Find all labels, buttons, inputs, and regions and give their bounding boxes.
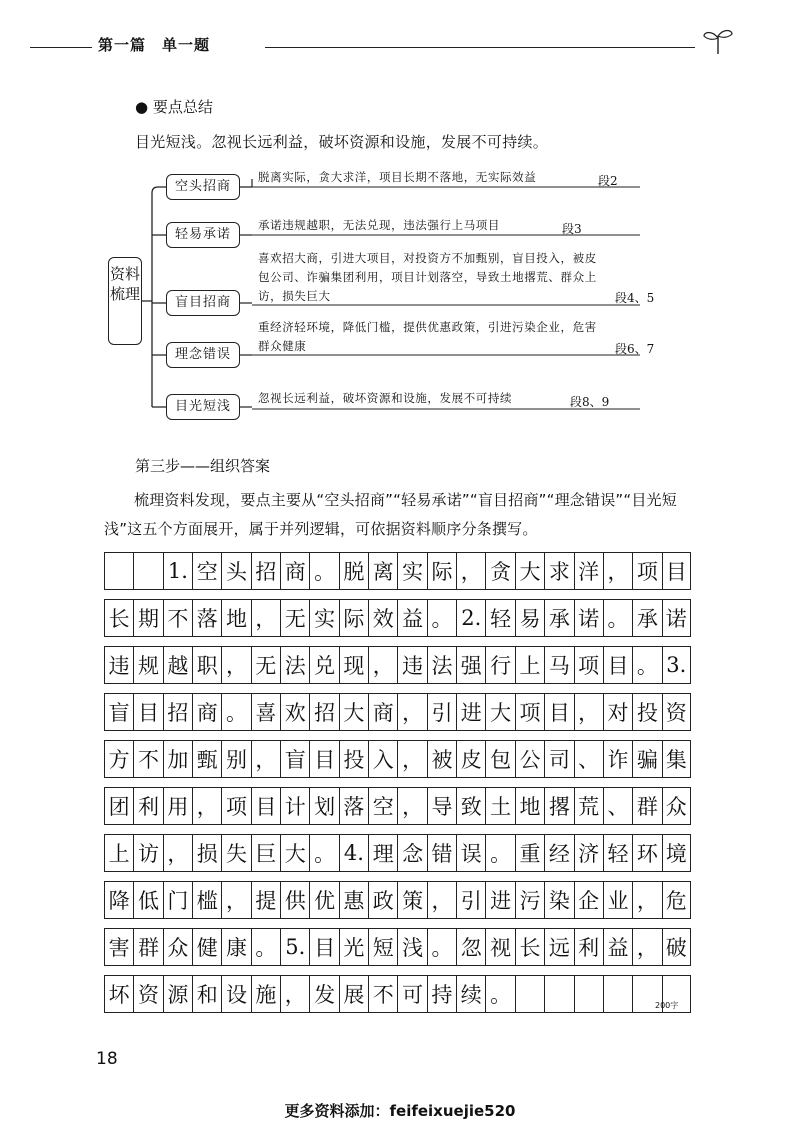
grid-cell: 进: [485, 881, 514, 919]
grid-cell: [515, 975, 544, 1013]
grid-cell: 入: [368, 740, 397, 778]
grid-cell: 目: [309, 740, 338, 778]
page-header: [30, 34, 740, 54]
word-count: 200字: [655, 1001, 679, 1010]
grid-cell: 源: [163, 975, 192, 1013]
grid-cell: ，: [632, 881, 661, 919]
grid-cell: 群: [133, 928, 162, 966]
grid-cell: 别: [221, 740, 250, 778]
grid-cell: 易: [515, 599, 544, 637]
grid-cell: 落: [192, 599, 221, 637]
grid-cell: 进: [456, 693, 485, 731]
grid-cell: 不: [163, 599, 192, 637]
branch-desc-3: 喜欢招大商，引进大项目，对投资方不加甄别，盲目投入，被皮包公司、诈骗集团利用，项目计划落空，导致土地撂荒、群众上访，损失巨大: [258, 251, 597, 303]
grid-cell: 目: [309, 928, 338, 966]
grid-cell: 重: [515, 834, 544, 872]
grid-cell: ，: [221, 646, 250, 684]
grid-cell: 撂: [544, 787, 573, 825]
grid-cell: 甄: [192, 740, 221, 778]
grid-cell: 骗: [632, 740, 661, 778]
grid-row: [104, 881, 691, 919]
grid-cell: 贪: [485, 552, 514, 590]
grid-cell: 益: [397, 599, 426, 637]
grid-cell: 不: [133, 740, 162, 778]
grid-cell: 目: [251, 787, 280, 825]
branch-label-1: 空头招商: [166, 174, 240, 200]
grid-cell: 失: [221, 834, 250, 872]
grid-cell: 荒: [574, 787, 603, 825]
grid-row: [104, 693, 691, 731]
branch-desc-1: 脱离实际，贪大求洋，项目长期不落地，无实际效益: [258, 170, 537, 184]
grid-cell: 商: [280, 552, 309, 590]
grid-cell: ，: [251, 740, 280, 778]
summary-heading: [135, 96, 213, 117]
grid-cell: 光: [339, 928, 368, 966]
grid-cell: 实: [397, 552, 426, 590]
grid-cell: 诈: [603, 740, 632, 778]
grid-cell: 喜: [251, 693, 280, 731]
grid-cell: 可: [397, 975, 426, 1013]
grid-cell: 公: [515, 740, 544, 778]
branch-desc-4: 重经济轻环境，降低门槛，提供优惠政策，引进污染企业，危害群众健康: [258, 320, 597, 353]
grid-cell: 引: [427, 693, 456, 731]
sprout-icon: [698, 26, 738, 56]
grid-cell: 境: [662, 834, 691, 872]
grid-cell: ，: [397, 740, 426, 778]
grid-cell: 不: [368, 975, 397, 1013]
grid-cell: 项: [574, 646, 603, 684]
grid-cell: 槛: [192, 881, 221, 919]
grid-cell: 资: [133, 975, 162, 1013]
grid-cell: 招: [309, 693, 338, 731]
grid-cell: 上: [104, 834, 133, 872]
grid-cell: 低: [133, 881, 162, 919]
grid-cell: 空: [192, 552, 221, 590]
grid-cell: 设: [221, 975, 250, 1013]
grid-row: [104, 928, 691, 966]
grid-cell: 。: [309, 834, 338, 872]
grid-cell: [133, 552, 162, 590]
diagram-root: 资料梳理: [108, 257, 142, 345]
grid-cell: 欢: [280, 693, 309, 731]
grid-cell: 招: [251, 552, 280, 590]
grid-cell: 环: [632, 834, 661, 872]
branch-label-5: 目光短浅: [166, 394, 240, 420]
grid-cell: 降: [104, 881, 133, 919]
grid-cell: 目: [603, 646, 632, 684]
bullet-icon: ●: [135, 98, 149, 116]
grid-cell: 浅: [397, 928, 426, 966]
grid-cell: 商: [192, 693, 221, 731]
grid-cell: 大: [515, 552, 544, 590]
grid-cell: 头: [221, 552, 250, 590]
grid-cell: 施: [251, 975, 280, 1013]
grid-cell: 引: [456, 881, 485, 919]
grid-cell: 团: [104, 787, 133, 825]
grid-cell: 脱: [339, 552, 368, 590]
grid-cell: 提: [251, 881, 280, 919]
grid-cell: 。: [485, 834, 514, 872]
grid-cell: ，: [251, 599, 280, 637]
grid-cell: 落: [339, 787, 368, 825]
grid-cell: 大: [339, 693, 368, 731]
branch-seg-5: 段8、9: [570, 395, 610, 409]
grid-cell: 加: [163, 740, 192, 778]
grid-cell: 长: [515, 928, 544, 966]
grid-cell: 政: [368, 881, 397, 919]
grid-cell: 危: [662, 881, 691, 919]
grid-cell: 司: [544, 740, 573, 778]
grid-cell: 忽: [456, 928, 485, 966]
grid-cell: ，: [280, 975, 309, 1013]
branch-label-2: 轻易承诺: [166, 222, 240, 248]
grid-cell: 方: [104, 740, 133, 778]
grid-row: [104, 599, 691, 637]
grid-row: [104, 552, 691, 590]
grid-cell: 期: [133, 599, 162, 637]
grid-cell: 招: [163, 693, 192, 731]
grid-cell: 门: [163, 881, 192, 919]
branch-desc-5: 忽视长远利益，破坏资源和设施，发展不可持续: [258, 391, 513, 405]
grid-cell: 坏: [104, 975, 133, 1013]
grid-cell: ，: [192, 787, 221, 825]
explanation-paragraph: 梳理资料发现，要点主要从“空头招商”“轻易承诺”“盲目招商”“理念错误”“目光短浅”这五个方面展开，属于并列逻辑，可依据资料顺序分条撰写。: [104, 491, 677, 538]
grid-cell: 业: [603, 881, 632, 919]
step-heading: 第三步——组织答案: [135, 457, 271, 475]
grid-cell: 策: [397, 881, 426, 919]
grid-cell: ，: [397, 787, 426, 825]
grid-cell: 破: [662, 928, 691, 966]
grid-cell: 5.: [280, 928, 309, 966]
grid-cell: 离: [368, 552, 397, 590]
branch-desc-2: 承诺违规越职，无法兑现，违法强行上马项目: [258, 218, 500, 232]
grid-cell: 强: [456, 646, 485, 684]
grid-cell: 诺: [662, 599, 691, 637]
grid-row: [104, 975, 691, 1013]
grid-cell: 际: [427, 552, 456, 590]
grid-cell: ，: [632, 928, 661, 966]
grid-row: [104, 834, 691, 872]
grid-cell: 违: [104, 646, 133, 684]
grid-cell: ，: [574, 693, 603, 731]
grid-cell: 被: [427, 740, 456, 778]
grid-cell: 马: [544, 646, 573, 684]
grid-cell: 。: [427, 928, 456, 966]
grid-cell: 项: [221, 787, 250, 825]
grid-cell: 误: [456, 834, 485, 872]
grid-cell: [603, 975, 632, 1013]
grid-cell: 健: [192, 928, 221, 966]
grid-cell: 。: [309, 552, 338, 590]
grid-cell: 害: [104, 928, 133, 966]
grid-cell: 集: [662, 740, 691, 778]
grid-cell: 项: [632, 552, 661, 590]
grid-cell: 1.: [163, 552, 192, 590]
footer-note: 更多资料添加：feifeixuejie520: [284, 1102, 516, 1120]
grid-cell: 承: [632, 599, 661, 637]
grid-cell: 地: [221, 599, 250, 637]
grid-cell: 目: [662, 552, 691, 590]
branch-seg-4: 段6、7: [615, 342, 655, 356]
grid-cell: 承: [544, 599, 573, 637]
grid-cell: 利: [574, 928, 603, 966]
grid-cell: 续: [456, 975, 485, 1013]
grid-cell: 致: [456, 787, 485, 825]
grid-cell: 益: [603, 928, 632, 966]
grid-cell: 商: [368, 693, 397, 731]
grid-cell: 济: [574, 834, 603, 872]
branch-label-3: 盲目招商: [166, 290, 240, 316]
branch-seg-2: 段3: [562, 222, 582, 236]
grid-cell: 、: [603, 787, 632, 825]
grid-cell: 大: [485, 693, 514, 731]
grid-cell: 利: [133, 787, 162, 825]
grid-cell: 。: [485, 975, 514, 1013]
grid-cell: [574, 975, 603, 1013]
grid-cell: 持: [427, 975, 456, 1013]
chapter-title: 第一篇 单一题: [98, 36, 211, 54]
grid-cell: 求: [544, 552, 573, 590]
grid-cell: 企: [574, 881, 603, 919]
grid-cell: 洋: [574, 552, 603, 590]
grid-cell: 优: [309, 881, 338, 919]
grid-cell: ，: [163, 834, 192, 872]
grid-cell: 视: [485, 928, 514, 966]
grid-cell: 地: [515, 787, 544, 825]
grid-cell: 土: [485, 787, 514, 825]
grid-row: [104, 740, 691, 778]
grid-cell: 计: [280, 787, 309, 825]
grid-cell: [104, 552, 133, 590]
branch-seg-3: 段4、5: [615, 291, 655, 305]
grid-cell: 访: [133, 834, 162, 872]
grid-cell: 空: [368, 787, 397, 825]
grid-cell: 效: [368, 599, 397, 637]
grid-cell: 长: [104, 599, 133, 637]
summary-heading-text: 要点总结: [152, 98, 213, 116]
grid-cell: 职: [192, 646, 221, 684]
grid-cell: 、: [574, 740, 603, 778]
grid-cell: 诺: [574, 599, 603, 637]
grid-cell: 投: [339, 740, 368, 778]
grid-cell: 和: [192, 975, 221, 1013]
grid-cell: 对: [603, 693, 632, 731]
page-number: 18: [96, 1049, 118, 1069]
material-diagram: [100, 165, 660, 425]
grid-cell: 3.: [662, 646, 691, 684]
answer-grid: [104, 552, 691, 1022]
grid-cell: 。: [427, 599, 456, 637]
grid-cell: 短: [368, 928, 397, 966]
grid-cell: 实: [309, 599, 338, 637]
grid-cell: 皮: [456, 740, 485, 778]
grid-cell: 大: [280, 834, 309, 872]
grid-cell: 展: [339, 975, 368, 1013]
grid-row: [104, 787, 691, 825]
grid-cell: ，: [221, 881, 250, 919]
grid-cell: 项: [515, 693, 544, 731]
grid-row: [104, 646, 691, 684]
grid-cell: ，: [368, 646, 397, 684]
grid-cell: 现: [339, 646, 368, 684]
grid-cell: 法: [427, 646, 456, 684]
grid-cell: 经: [544, 834, 573, 872]
branch-seg-1: 段2: [598, 174, 618, 188]
grid-cell: 轻: [603, 834, 632, 872]
grid-cell: 远: [544, 928, 573, 966]
grid-cell: ，: [456, 552, 485, 590]
header-rule-left: [30, 47, 92, 48]
grid-cell: 越: [163, 646, 192, 684]
grid-cell: 。: [221, 693, 250, 731]
grid-cell: 资: [662, 693, 691, 731]
grid-cell: 污: [515, 881, 544, 919]
grid-cell: 目: [133, 693, 162, 731]
grid-cell: 2.: [456, 599, 485, 637]
grid-cell: 用: [163, 787, 192, 825]
grid-cell: 投: [632, 693, 661, 731]
grid-cell: ，: [397, 693, 426, 731]
grid-cell: 目: [544, 693, 573, 731]
grid-cell: 轻: [485, 599, 514, 637]
grid-cell: 。: [632, 646, 661, 684]
grid-cell: 行: [485, 646, 514, 684]
grid-cell: 康: [221, 928, 250, 966]
summary-line: 目光短浅。忽视长远利益，破坏资源和设施，发展不可持续。: [135, 133, 549, 151]
grid-cell: 无: [251, 646, 280, 684]
grid-cell: 盲: [104, 693, 133, 731]
header-rule-right: [265, 47, 695, 48]
grid-cell: 划: [309, 787, 338, 825]
grid-cell: ，: [603, 552, 632, 590]
grid-cell: 损: [192, 834, 221, 872]
grid-cell: 理: [368, 834, 397, 872]
grid-cell: 上: [515, 646, 544, 684]
grid-cell: 盲: [280, 740, 309, 778]
grid-cell: 念: [397, 834, 426, 872]
grid-cell: 规: [133, 646, 162, 684]
grid-cell: 发: [309, 975, 338, 1013]
grid-cell: 无: [280, 599, 309, 637]
grid-cell: 导: [427, 787, 456, 825]
grid-cell: 违: [397, 646, 426, 684]
grid-cell: 。: [251, 928, 280, 966]
grid-cell: 供: [280, 881, 309, 919]
grid-cell: 法: [280, 646, 309, 684]
grid-cell: 错: [427, 834, 456, 872]
grid-cell: 染: [544, 881, 573, 919]
grid-cell: 。: [603, 599, 632, 637]
grid-cell: 群: [632, 787, 661, 825]
grid-cell: 众: [662, 787, 691, 825]
grid-cell: 际: [339, 599, 368, 637]
grid-cell: 众: [163, 928, 192, 966]
grid-cell: 巨: [251, 834, 280, 872]
grid-cell: [544, 975, 573, 1013]
grid-cell: 惠: [339, 881, 368, 919]
branch-label-4: 理念错误: [166, 342, 240, 368]
grid-cell: 兑: [309, 646, 338, 684]
grid-cell: ，: [427, 881, 456, 919]
grid-cell: 包: [485, 740, 514, 778]
grid-cell: 4.: [339, 834, 368, 872]
